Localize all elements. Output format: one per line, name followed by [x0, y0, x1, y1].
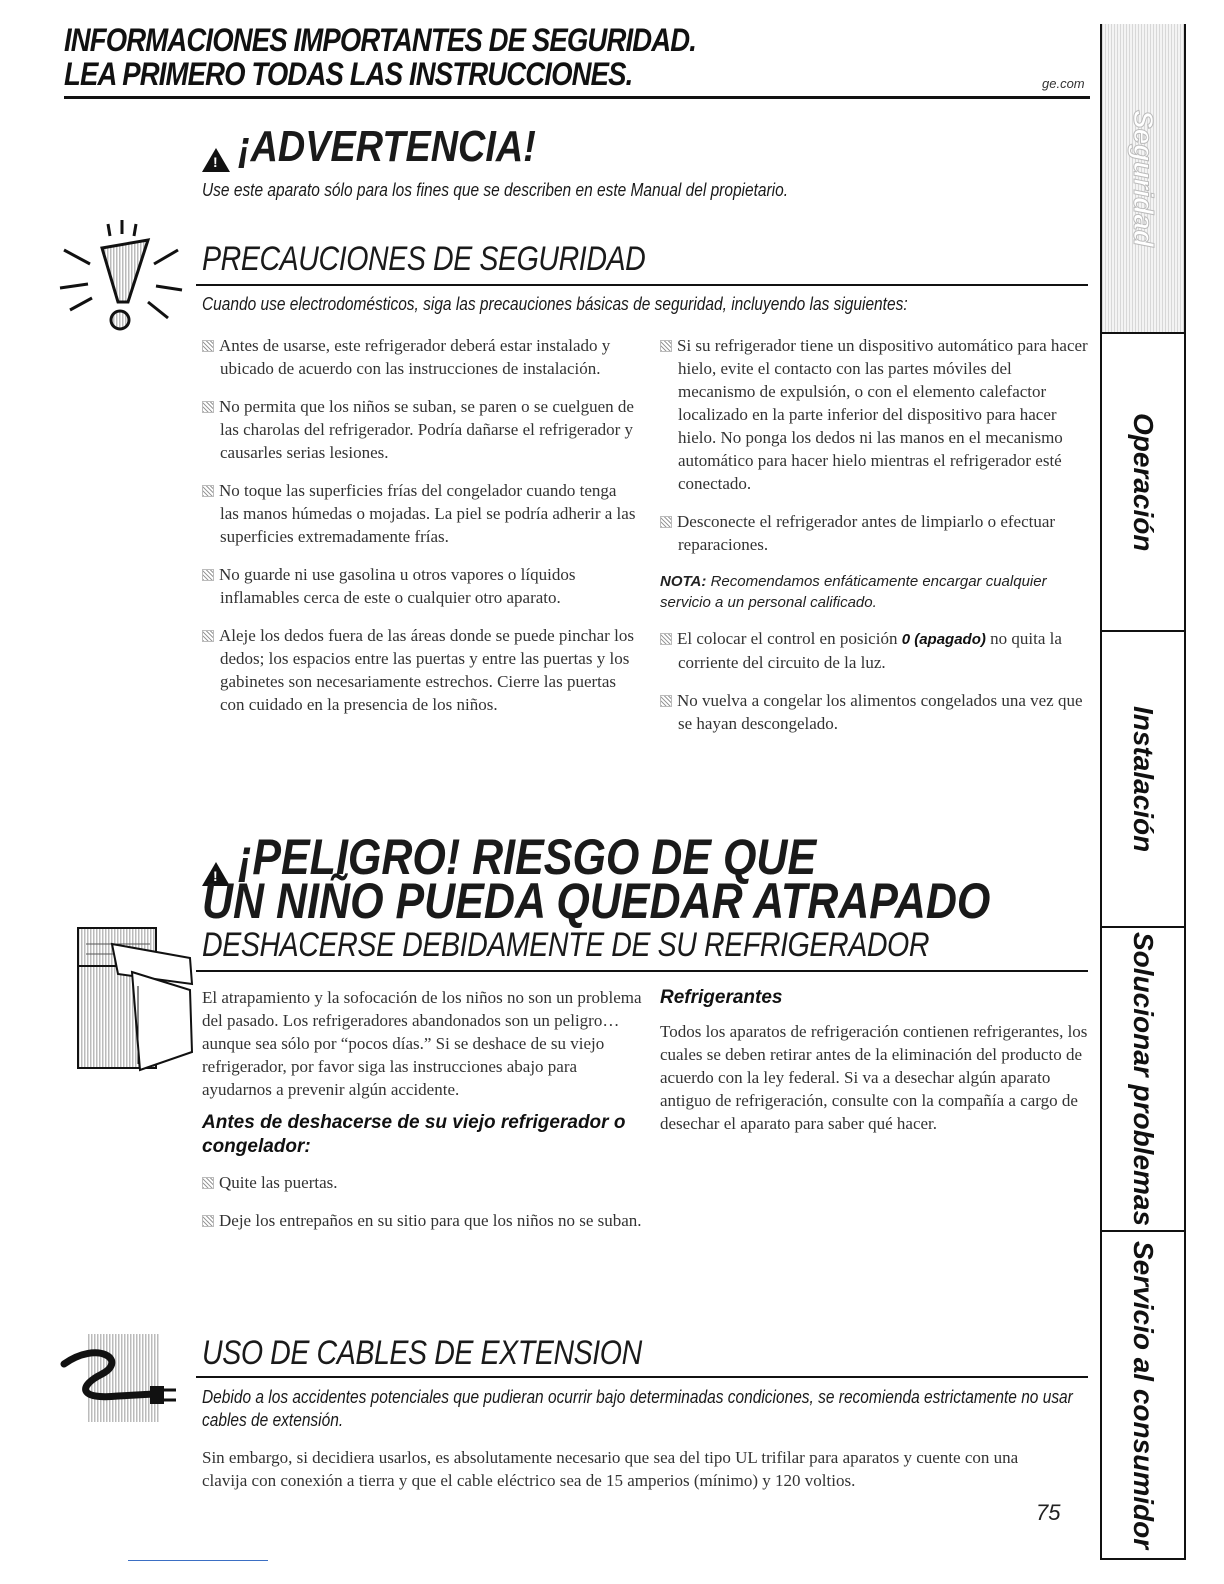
precautions-left-column — [202, 334, 638, 731]
refrigerator-icon — [72, 924, 196, 1074]
extension-rule — [196, 1376, 1088, 1378]
header-line-2: LEA PRIMERO TODAS LAS INSTRUCCIONES. — [64, 56, 633, 92]
note: NOTA: Recomendamos enfáticamente encargar cualquier servicio a un personal calificado. — [660, 573, 1047, 611]
danger-subtitle: DESHACERSE DEBIDAMENTE DE SU REFRIGERADOR — [202, 926, 930, 964]
exclamation-alert-icon — [56, 210, 186, 340]
bullet-icon — [660, 340, 672, 352]
bullet-icon — [660, 516, 672, 528]
danger-paragraph: El atrapamiento y la sofocación de los niños no son un problema del pasado. Los refrigeradores abandonados son un peligro…aunque sea sólo por “pocos días.” Si se deshace de su viejo refrigerador, por favor siga las instrucciones abajo para ayudarnos a prevenir algún accidente. — [202, 988, 642, 1099]
bullet-icon — [202, 1177, 214, 1189]
bullet-icon — [202, 401, 214, 413]
refrigerants-heading: Refrigerantes — [660, 987, 783, 1008]
list-item: Aleje los dedos fuera de las áreas donde se puede pinchar los dedos; los espacios entre las puertas y entre las puertas y los gabinetes son necesariamente estrechos. Cierre las puertas con cuidado en la presencia de los niños. — [202, 624, 638, 716]
bullet-icon — [202, 340, 214, 352]
refrigerants-column — [660, 986, 1088, 1135]
list-item: No toque las superficies frías del congelador cuando tenga las manos húmedas o mojadas. La piel se podría adherir a las superficies extremadamente frías. — [202, 479, 638, 548]
bullet-icon — [660, 633, 672, 645]
list-item: Deje los entrepaños en su sitio para que los niños no se suban. — [202, 1209, 642, 1232]
precautions-title: PRECAUCIONES DE SEGURIDAD — [202, 240, 646, 278]
list-item: Antes de usarse, este refrigerador deberá estar instalado y ubicado de acuerdo con las instrucciones de instalación. — [202, 334, 638, 380]
warning-icon — [202, 148, 230, 172]
list-item: No guarde ni use gasolina u otros vapores o líquidos inflamables cerca de este o cualquier otro aparato. — [202, 563, 638, 609]
extension-title: USO DE CABLES DE EXTENSION — [202, 1334, 642, 1372]
list-item: El colocar el control en posición 0 (apagado) no quita la corriente del circuito de la luz. — [660, 627, 1088, 674]
warning-title: ¡ADVERTENCIA! — [238, 122, 536, 171]
danger-title-line-2: UN NIÑO PUEDA QUEDAR ATRAPADO — [202, 873, 991, 929]
precautions-intro: Cuando use electrodomésticos, siga las precauciones básicas de seguridad, incluyendo las siguientes: — [202, 294, 908, 314]
precautions-rule — [196, 284, 1088, 286]
bullet-icon — [202, 1215, 214, 1227]
danger-title-line-1: ¡PELIGRO! RIESGO DE QUE — [238, 829, 817, 885]
tab-seguridad[interactable]: Seguridad — [1102, 24, 1184, 334]
footer-line — [128, 1560, 268, 1561]
list-item: No vuelva a congelar los alimentos congelados una vez que se hayan descongelado. — [660, 689, 1088, 735]
warning-subtitle: Use este aparato sólo para los fines que se describen en este Manual del propietario. — [202, 180, 789, 200]
danger-left-column — [202, 986, 642, 1247]
page-number: 75 — [1036, 1500, 1061, 1525]
extension-body: Sin embargo, si decidiera usarlos, es absolutamente necesario que sea del tipo UL trifilar para aparatos y cuente con una clavija con conexión a tierra y que el cable eléctrico sea de 15 amperios (mínimo) y 120 voltios. — [202, 1448, 1019, 1490]
refrigerants-text: Todos los aparatos de refrigeración contienen refrigerantes, los cuales se deben retirar antes de la eliminación del producto de acuerdo con la ley federal. Si va a desechar algún aparato antiguo de refrigeración, consulte con la compañía a cargo de desechar el aparato para saber qué hacer. — [660, 1022, 1088, 1133]
danger-rule — [196, 970, 1088, 972]
site-link[interactable]: ge.com — [1042, 76, 1085, 91]
tab-instalacion[interactable]: Instalación — [1102, 632, 1184, 928]
power-cord-icon — [58, 1330, 182, 1426]
bullet-icon — [202, 630, 214, 642]
precautions-right-column — [660, 334, 1088, 750]
list-item: Quite las puertas. — [202, 1171, 642, 1194]
before-disposal-heading: Antes de deshacerse de su viejo refrigerador o congelador: — [202, 1112, 626, 1157]
section-tabs — [1100, 24, 1186, 1560]
header-rule — [64, 96, 1090, 99]
bullet-icon — [202, 485, 214, 497]
bullet-icon — [660, 695, 672, 707]
tab-servicio-al-consumidor[interactable]: Servicio al consumidor — [1102, 1232, 1184, 1560]
warning-heading — [202, 122, 584, 172]
list-item: Si su refrigerador tiene un dispositivo automático para hacer hielo, evite el contacto con las partes móviles del mecanismo de expulsión, o con el elemento calefactor localizado en la parte inferior del dispositivo para hacer hielo. No ponga los dedos ni las manos en el mecanismo automático para hacer hielo mientras el refrigerador esté conectado. — [660, 334, 1088, 495]
header-line-1: INFORMACIONES IMPORTANTES DE SEGURIDAD. — [64, 22, 697, 58]
tab-operacion[interactable]: Operación — [1102, 334, 1184, 632]
bullet-icon — [202, 569, 214, 581]
tab-solucionar-problemas[interactable]: Solucionar problemas — [1102, 928, 1184, 1232]
list-item: Desconecte el refrigerador antes de limpiarlo o efectuar reparaciones. — [660, 510, 1088, 556]
extension-intro: Debido a los accidentes potenciales que pudieran ocurrir bajo determinadas condiciones, se recomienda estrictamente no usar cables de extensión. — [202, 1387, 1073, 1430]
list-item: No permita que los niños se suban, se paren o se cuelguen de las charolas del refrigerador. Podría dañarse el refrigerador y causarles serias lesiones. — [202, 395, 638, 464]
